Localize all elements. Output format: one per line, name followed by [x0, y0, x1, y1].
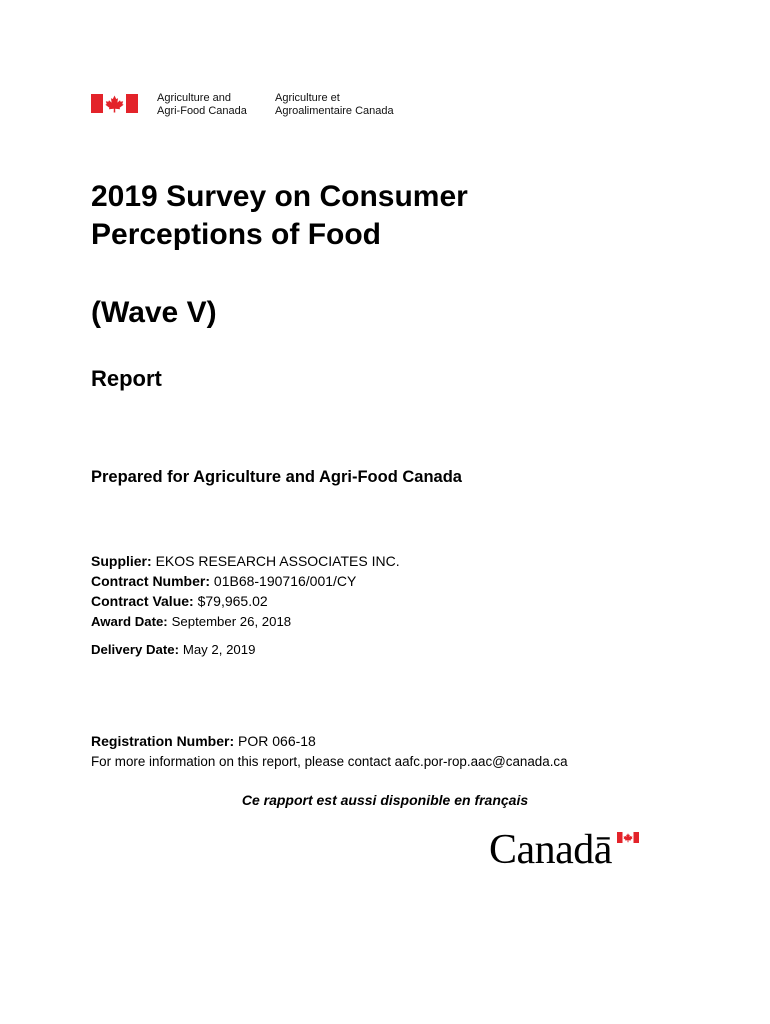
- wave-label: (Wave V): [91, 296, 217, 329]
- department-fr-line1: Agriculture et: [275, 92, 340, 104]
- contract-number-label: Contract Number:: [91, 573, 211, 589]
- delivery-date-label: Delivery Date:: [91, 642, 179, 657]
- delivery-date-row: [91, 639, 400, 659]
- contract-value-label: Contract Value:: [91, 593, 194, 609]
- registration-label: Registration Number:: [91, 733, 235, 749]
- contract-number-row: [91, 571, 400, 591]
- french-availability-note: Ce rapport est aussi disponible en français: [241, 792, 529, 808]
- award-date-value: September 26, 2018: [171, 614, 292, 629]
- contact-info: For more information on this report, please contact aafc.por-rop.aac@canada.ca: [91, 754, 568, 769]
- supplier-row: [91, 551, 400, 571]
- title-line-2: Perceptions of Food: [91, 218, 382, 251]
- award-date-row: [91, 611, 400, 631]
- prepared-for: Prepared for Agriculture and Agri-Food Canada: [91, 468, 462, 486]
- department-en-line1: Agriculture and: [157, 92, 231, 104]
- contract-value-row: [91, 591, 400, 611]
- canada-wordmark-text: Canadā: [489, 827, 612, 873]
- report-subtitle: Report: [91, 366, 162, 391]
- registration-value: POR 066-18: [238, 733, 316, 749]
- contract-details: [91, 551, 400, 659]
- registration-number: [91, 731, 316, 751]
- department-name-french: [275, 92, 394, 117]
- canada-flag-icon: [617, 832, 639, 843]
- award-date-label: Award Date:: [91, 614, 168, 629]
- department-fr-line2: Agroalimentaire Canada: [275, 104, 394, 117]
- contract-number-value: 01B68-190716/001/CY: [213, 573, 357, 589]
- supplier-value: EKOS RESEARCH ASSOCIATES INC.: [155, 553, 400, 569]
- canada-wordmark: [489, 827, 644, 873]
- report-title: [91, 178, 468, 254]
- contract-value-value: $79,965.02: [197, 593, 268, 609]
- department-en-line2: Agri-Food Canada: [157, 104, 247, 117]
- supplier-label: Supplier:: [91, 553, 152, 569]
- canada-flag-icon: [91, 94, 138, 113]
- title-line-1: 2019 Survey on Consumer: [91, 180, 468, 213]
- delivery-date-value: May 2, 2019: [182, 642, 256, 657]
- department-name-english: [157, 92, 247, 117]
